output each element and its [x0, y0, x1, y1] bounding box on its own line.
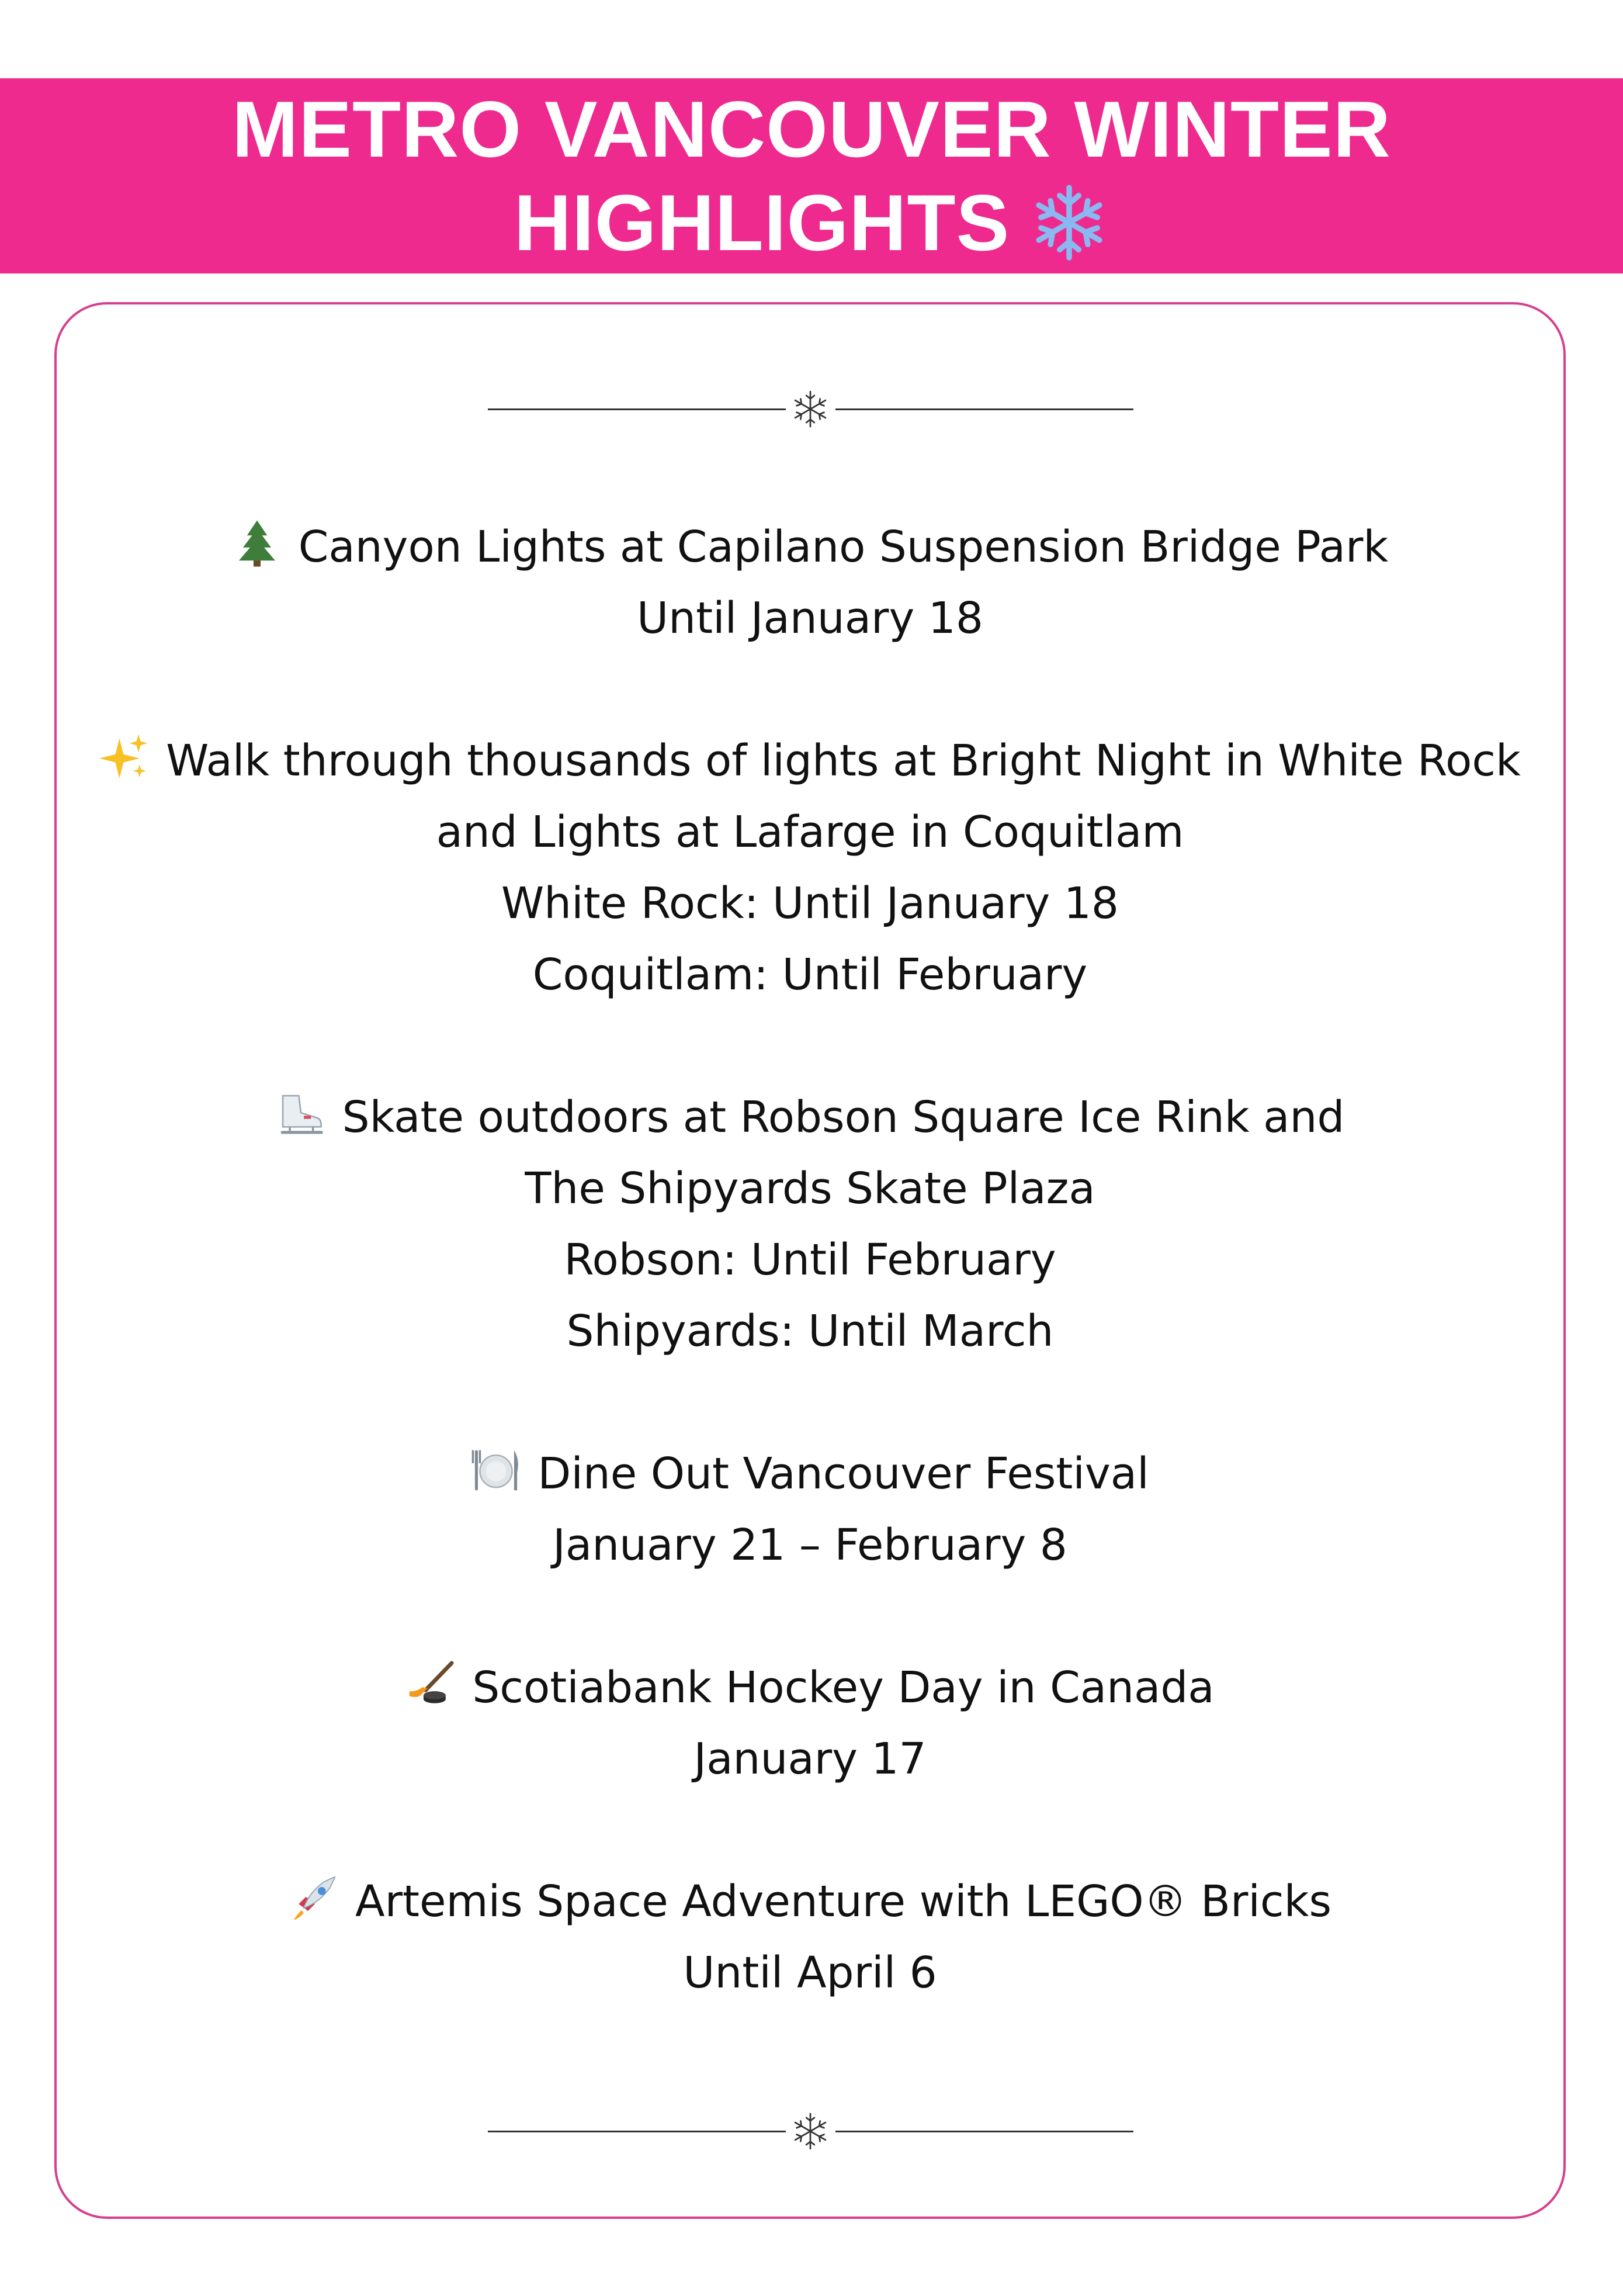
- event-title-row: [54, 1438, 1566, 1509]
- header-banner: [0, 78, 1623, 273]
- event-title: Dine Out Vancouver Festival: [537, 1449, 1149, 1499]
- bottom-divider: [488, 2108, 1133, 2155]
- hockey-stick-puck-icon: [405, 1659, 456, 1709]
- event-item: [54, 1866, 1566, 2008]
- event-detail: Until April 6: [683, 1948, 937, 1998]
- rocket-icon: [289, 1873, 339, 1923]
- sparkles-icon: [99, 732, 150, 782]
- event-title: Canyon Lights at Capilano Suspension Bridge Park: [298, 522, 1389, 572]
- event-item: [54, 1652, 1566, 1795]
- event-detail: January 21 – February 8: [553, 1520, 1067, 1570]
- event-detail: Until January 18: [637, 593, 983, 643]
- event-title: Artemis Space Adventure with LEGO® Bricks: [355, 1876, 1332, 1927]
- event-item: [54, 725, 1566, 1010]
- event-title-row: [54, 1866, 1566, 1937]
- event-title-continued: and Lights at Lafarge in Coquitlam: [436, 807, 1184, 857]
- event-title-row: [54, 725, 1566, 796]
- small-snowflake-icon: [790, 2111, 830, 2151]
- event-detail: Coquitlam: Until February: [532, 950, 1088, 1000]
- divider-line-left: [488, 408, 786, 410]
- small-snowflake-icon: [790, 389, 830, 429]
- event-detail: White Rock: Until January 18: [501, 878, 1119, 929]
- event-title-row: [54, 511, 1566, 583]
- divider-line-right: [835, 408, 1133, 410]
- snowflake-icon: [1029, 183, 1109, 262]
- events-list: [54, 511, 1566, 2080]
- event-title-row: [54, 1652, 1566, 1723]
- divider-line-left: [488, 2131, 786, 2132]
- event-title: Walk through thousands of lights at Bright Night in White Rock: [166, 736, 1521, 786]
- event-detail: January 17: [693, 1734, 927, 1784]
- page-title-line-2: HIGHLIGHTS: [514, 178, 1010, 267]
- event-title-continued: The Shipyards Skate Plaza: [525, 1163, 1095, 1214]
- fork-knife-plate-icon: [471, 1445, 521, 1495]
- event-item: [54, 511, 1566, 654]
- divider-line-right: [835, 2131, 1133, 2132]
- event-title: Skate outdoors at Robson Square Ice Rink and: [342, 1092, 1345, 1142]
- event-item: [54, 1438, 1566, 1581]
- ice-skate-icon: [276, 1089, 326, 1139]
- event-title: Scotiabank Hockey Day in Canada: [472, 1663, 1215, 1713]
- top-divider: [488, 386, 1133, 432]
- event-detail: Shipyards: Until March: [566, 1306, 1054, 1356]
- evergreen-tree-icon: [232, 518, 282, 569]
- event-title-row: [54, 1082, 1566, 1153]
- event-item: [54, 1082, 1566, 1367]
- page-title-line-2-row: [514, 176, 1109, 269]
- event-detail: Robson: Until February: [564, 1235, 1056, 1285]
- page-title-line-1: METRO VANCOUVER WINTER: [232, 85, 1391, 174]
